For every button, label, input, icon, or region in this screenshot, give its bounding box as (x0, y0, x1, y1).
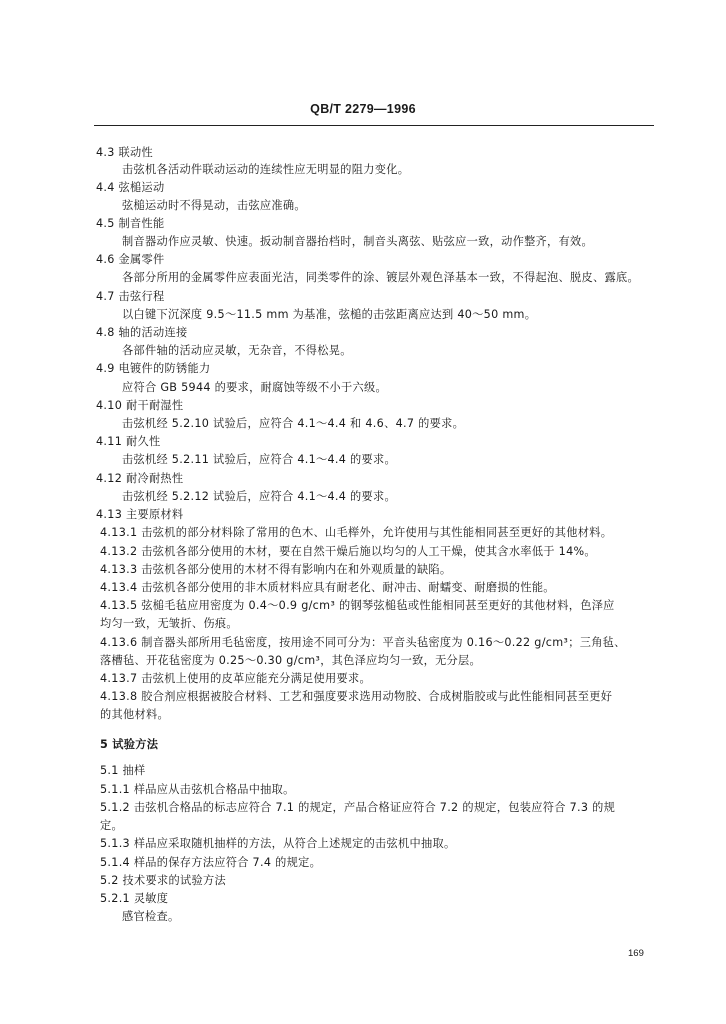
text-line: 击弦机经 5.2.10 试验后，应符合 4.1～4.4 和 4.6、4.7 的要求。 (122, 417, 465, 430)
text-line: 5.1.3 样品应采取随机抽样的方法，从符合上述规定的击弦机中抽取。 (100, 837, 456, 850)
text-line: 4.11 耐久性 (96, 435, 161, 448)
text-line: 4.6 金属零件 (96, 253, 165, 266)
standard-code-header: QB/T 2279—1996 (310, 102, 416, 116)
text-line: 4.12 耐冷耐热性 (96, 472, 184, 485)
text-line: 以白键下沉深度 9.5～11.5 mm 为基准，弦槌的击弦距离应达到 40～50 mm。 (122, 308, 537, 321)
text-line: 5.1 抽样 (100, 764, 146, 777)
text-line: 4.13.8 胶合剂应根据被胶合材料、工艺和强度要求选用动物胶、合成树脂胶或与此性能相同甚至更好 (100, 690, 613, 703)
text-line: 4.13 主要原材料 (96, 508, 184, 521)
text-line: 5.1.1 样品应从击弦机合格品中抽取。 (100, 783, 295, 796)
text-line: 的其他材料。 (100, 708, 169, 721)
text-line: 4.13.4 击弦机各部分使用的非木质材料应具有耐老化、耐冲击、耐蠕变、耐磨损的性能。 (100, 581, 555, 594)
text-line: 击弦机各活动件联动运动的连续性应无明显的阻力变化。 (122, 163, 410, 176)
text-line: 击弦机经 5.2.11 试验后，应符合 4.1～4.4 的要求。 (122, 453, 396, 466)
text-line: 4.13.6 制音器头部所用毛毡密度，按用途不同可分为：平音头毡密度为 0.16～0.22 g/cm³；三角毡、 (100, 636, 626, 649)
text-line: 4.13.5 弦槌毛毡应用密度为 0.4～0.9 g/cm³ 的钢琴弦槌毡或性能相同甚至更好的其他材料，色泽应 (100, 599, 615, 612)
text-line: 感官检查。 (122, 910, 180, 923)
text-line: 4.5 制音性能 (96, 217, 165, 230)
text-line: 4.13.2 击弦机各部分使用的木材，要在自然干燥后施以均匀的人工干燥，使其含水率低于 14%。 (100, 545, 596, 558)
text-line: 击弦机经 5.2.12 试验后，应符合 4.1～4.4 的要求。 (122, 490, 396, 503)
text-line: 4.10 耐干耐湿性 (96, 399, 184, 412)
text-line: 4.13.7 击弦机上使用的皮革应能充分满足使用要求。 (100, 672, 371, 685)
text-line: 4.13.1 击弦机的部分材料除了常用的色木、山毛榉外，允许使用与其性能相同甚至更好的其他材料。 (100, 526, 613, 539)
text-line: 各部件轴的活动应灵敏，无杂音，不得松晃。 (122, 344, 352, 357)
text-line: 4.3 联动性 (96, 146, 154, 159)
text-line: 5.1.2 击弦机合格品的标志应符合 7.1 的规定，产品合格证应符合 7.2 的规定，包装应符合 7.3 的规 (100, 801, 616, 814)
text-line: 5.2 技术要求的试验方法 (100, 874, 226, 887)
text-line: 各部分所用的金属零件应表面光洁，同类零件的涂、镀层外观色泽基本一致，不得起泡、脱皮、露底。 (122, 271, 639, 284)
text-line: 制音器动作应灵敏、快速。扳动制音器抬档时，制音头离弦、贴弦应一致，动作整齐，有效。 (122, 235, 593, 248)
text-line: 均匀一致，无皱折、伤痕。 (100, 617, 238, 630)
text-line: 4.9 电镀件的防锈能力 (96, 362, 211, 375)
text-line: 4.13.3 击弦机各部分使用的木材不得有影响内在和外观质量的缺陷。 (100, 563, 452, 576)
text-line: 5 试验方法 (100, 738, 159, 751)
text-line: 5.1.4 样品的保存方法应符合 7.4 的规定。 (100, 856, 322, 869)
text-line: 落槽毡、开花毡密度为 0.25～0.30 g/cm³，其色泽应均匀一致，无分层。 (100, 654, 482, 667)
text-line: 5.2.1 灵敏度 (100, 892, 169, 905)
text-line: 4.7 击弦行程 (96, 290, 165, 303)
text-line: 应符合 GB 5944 的要求，耐腐蚀等级不小于六级。 (122, 381, 387, 394)
text-line: 定。 (100, 819, 123, 832)
text-line: 4.8 轴的活动连接 (96, 326, 188, 339)
header-rule (94, 125, 654, 126)
text-line: 弦槌运动时不得晃动，击弦应准确。 (122, 199, 306, 212)
text-line: 4.4 弦槌运动 (96, 181, 165, 194)
page-number: 169 (628, 948, 644, 959)
